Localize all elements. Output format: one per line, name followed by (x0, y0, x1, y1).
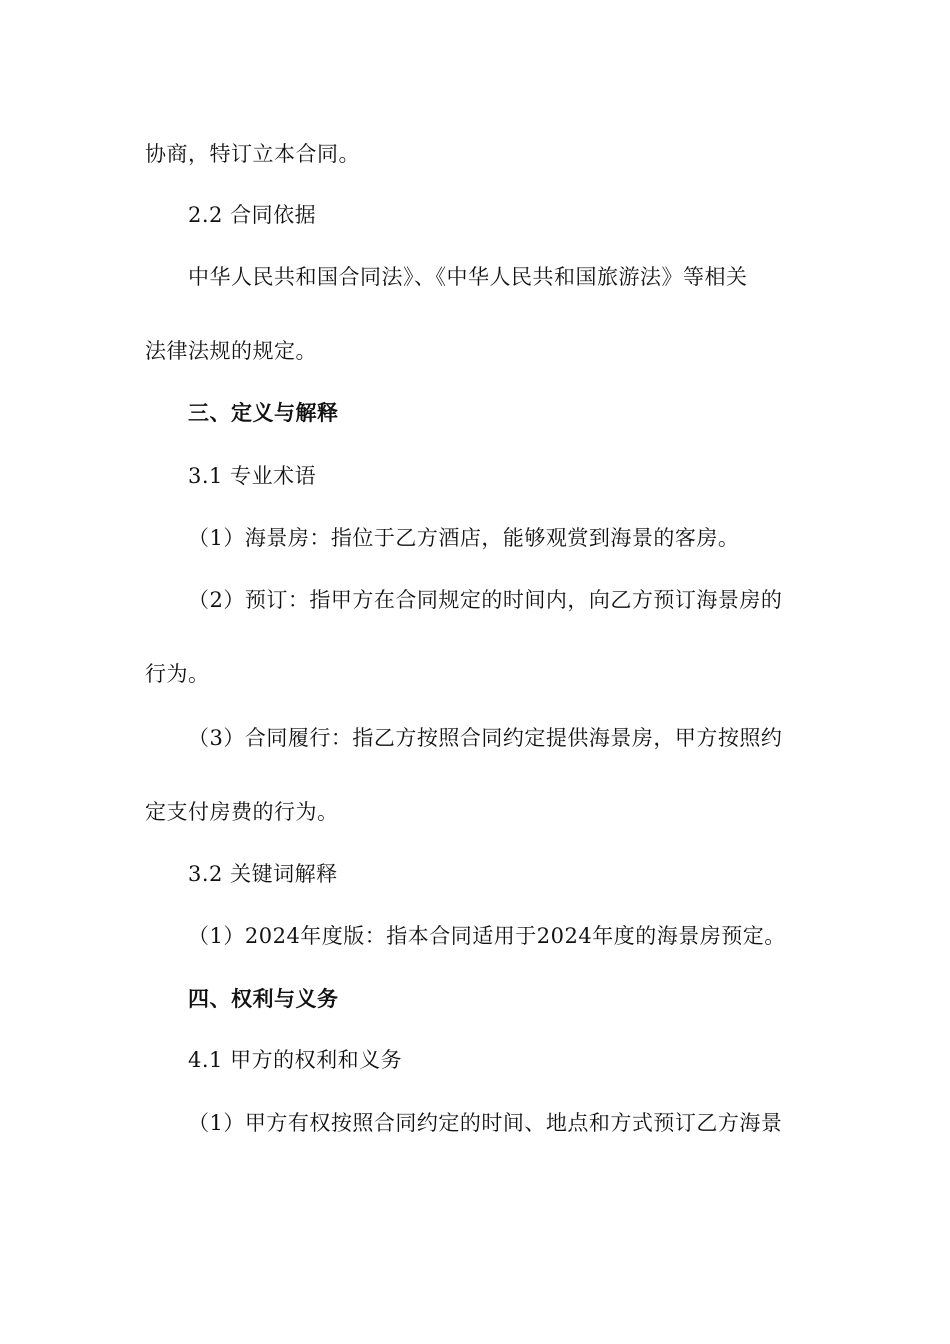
section-3-2-title: 3.2 关键词解释 (188, 862, 338, 886)
section-2-2-title: 2.2 合同依据 (188, 203, 317, 227)
definition-item-3-continued: 定支付房费的行为。 (145, 800, 339, 824)
paragraph-legal-basis-continued: 法律法规的规定。 (145, 339, 317, 363)
definition-item-3: （3）合同履行：指乙方按照合同约定提供海景房，甲方按照约 (188, 726, 783, 750)
keyword-item-1: （1）2024年度版：指本合同适用于2024年度的海景房预定。 (188, 924, 786, 948)
paragraph-continuation: 协商，特订立本合同。 (145, 142, 360, 166)
section-3-1-title: 3.1 专业术语 (188, 464, 317, 488)
section-4-1-title: 4.1 甲方的权利和义务 (188, 1048, 403, 1072)
definition-item-1: （1）海景房：指位于乙方酒店，能够观赏到海景的客房。 (188, 526, 740, 550)
paragraph-legal-basis: 中华人民共和国合同法》、《中华人民共和国旅游法》等相关 (188, 265, 748, 289)
section-3-heading: 三、定义与解释 (188, 400, 339, 425)
rights-item-1: （1）甲方有权按照合同约定的时间、地点和方式预订乙方海景 (188, 1111, 783, 1135)
definition-item-2: （2）预订：指甲方在合同规定的时间内，向乙方预订海景房的 (188, 588, 783, 612)
section-4-heading: 四、权利与义务 (188, 986, 339, 1011)
definition-item-2-continued: 行为。 (145, 662, 210, 686)
